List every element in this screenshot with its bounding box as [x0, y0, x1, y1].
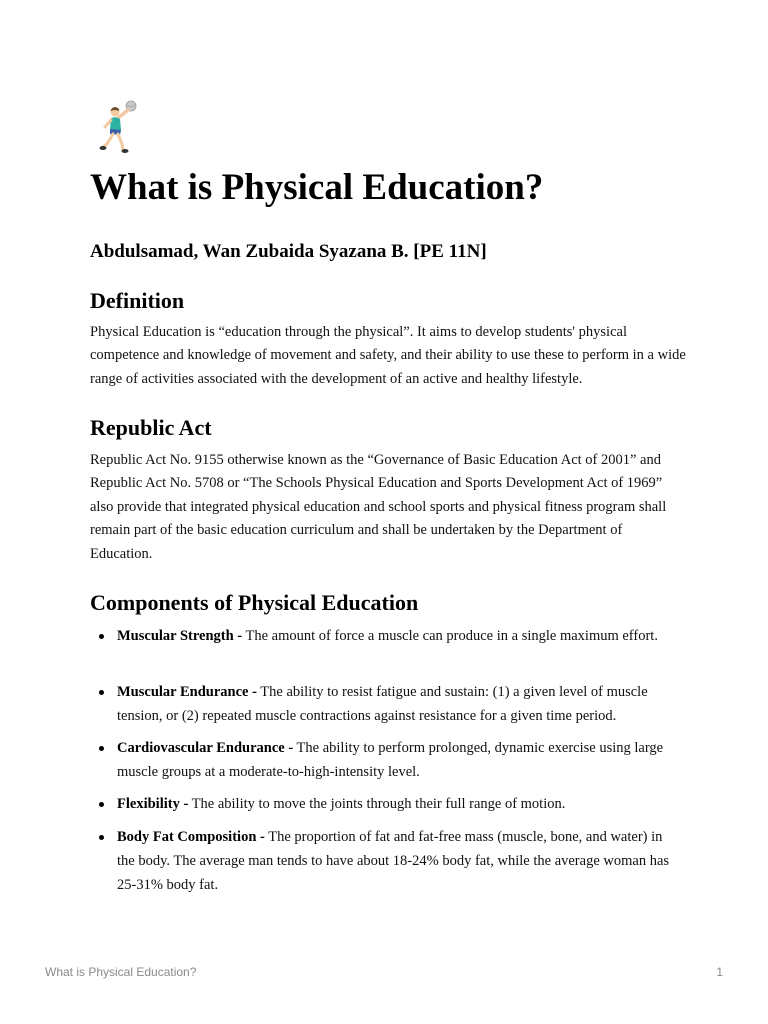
list-item-term: Muscular Endurance -: [117, 684, 257, 700]
bullet: [99, 746, 104, 751]
list-item-text: [117, 680, 677, 728]
document-title: What is Physical Education?: [90, 167, 544, 208]
list-item-desc: The amount of force a muscle can produce in a single maximum effort.: [242, 628, 658, 644]
bullet: [99, 835, 104, 840]
definition-text: Physical Education is “education through the physical”. It aims to develop students' physical competence and knowledge of movement and safety, and their ability to use these to perform in a wide range of activities associated with the development of an active and healthy lifestyle.: [90, 324, 686, 387]
republic-act-heading: Republic Act: [90, 415, 212, 440]
list-item-muscular-strength: [90, 624, 686, 648]
bullet: [99, 634, 104, 639]
bullet: [99, 802, 104, 807]
definition-heading: Definition: [90, 288, 185, 313]
list-item-term: Flexibility -: [117, 796, 189, 812]
list-item-desc: The ability to move the joints through their full range of motion.: [188, 796, 566, 812]
list-item-flexibility: [90, 792, 686, 816]
list-item-desc: The ability to perform prolonged, dynamic exercise using large muscle groups at a moderate-to-high-intensity level.: [117, 740, 664, 780]
components-heading: Components of Physical Education: [90, 590, 419, 615]
person-playing-handball-icon: [98, 100, 140, 154]
list-item-text: [117, 736, 677, 784]
page-number: 1: [716, 965, 723, 979]
list-item-text: [117, 792, 677, 816]
list-item-term: Cardiovascular Endurance -: [117, 740, 294, 756]
list-item-body-fat-composition: [90, 825, 686, 897]
list-item-text: [117, 825, 677, 897]
list-item-cardiovascular-endurance: [90, 736, 686, 784]
bullet: [99, 690, 104, 695]
list-item-text: [117, 624, 677, 648]
list-item-desc: The proportion of fat and fat-free mass (muscle, bone, and water) in the body. The average man tends to have about 18-24% body fat, while the average woman has 25-31% body fat.: [117, 829, 670, 893]
list-item-term: Body Fat Composition -: [117, 829, 265, 845]
list-item-muscular-endurance: [90, 680, 686, 728]
footer-title: What is Physical Education?: [45, 965, 197, 979]
republic-act-text: Republic Act No. 9155 otherwise known as the “Governance of Basic Education Act of 2001” and Republic Act No. 5708 or “The Schools Physical Education and Sports Development Act of 1969” also provide that integrated physical education and school sports and physical fitness program shall remain part of the basic education curriculum and shall be undertaken by the Department of Education.: [90, 452, 667, 562]
list-item-term: Muscular Strength -: [117, 628, 243, 644]
author-line: Abdulsamad, Wan Zubaida Syazana B. [PE 11N]: [90, 241, 487, 262]
list-item-desc: The ability to resist fatigue and sustain: (1) a given level of muscle tension, or (2) repeated muscle contractions against resistance for a given time period.: [117, 684, 648, 724]
